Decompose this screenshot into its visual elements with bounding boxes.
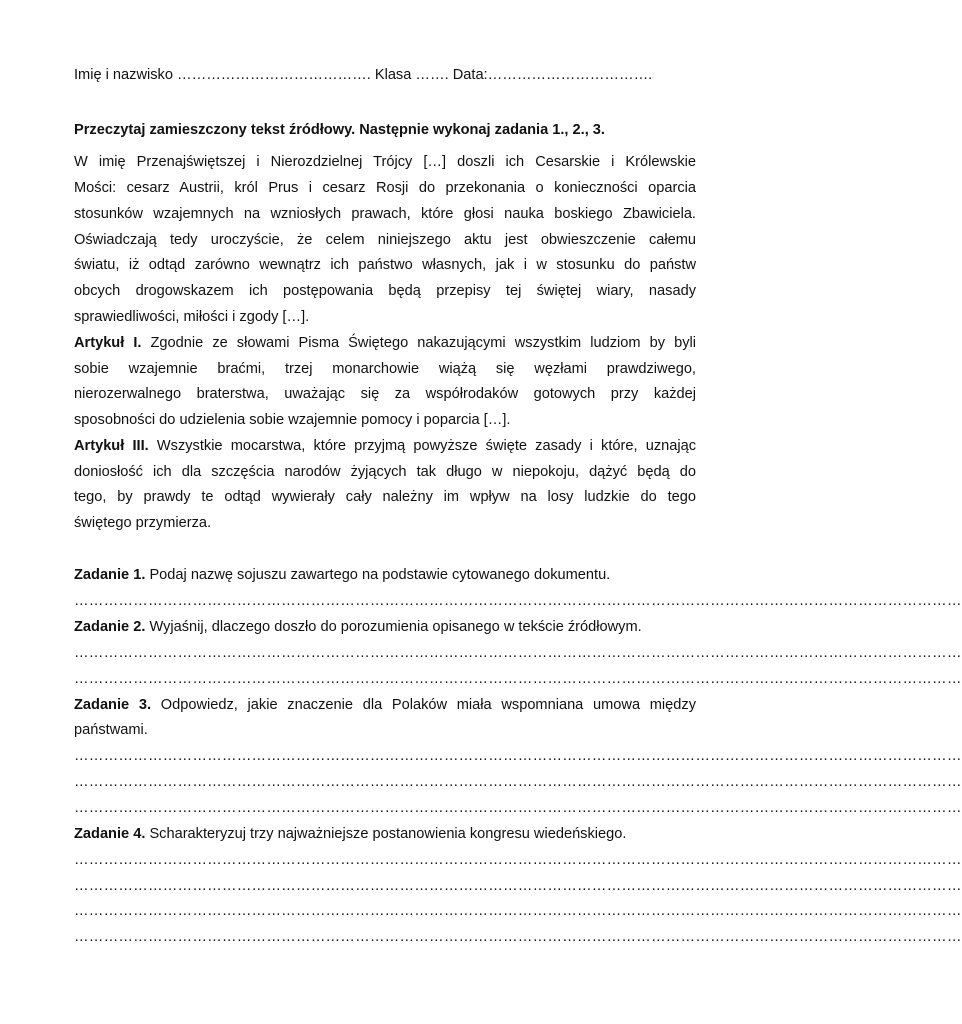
- task-2: [74, 614, 696, 640]
- article-1-line: nierozerwalnego braterstwa, uważając się za współrodaków gotowych przy każdej: [74, 386, 696, 402]
- name-label: Imię i nazwisko: [74, 67, 173, 83]
- source-line: Mości: cesarz Austrii, król Prus i cesarz Rosji do przekonania o konieczności oparcia: [74, 180, 696, 196]
- article-3-line: świętego przymierza.: [74, 515, 212, 531]
- answer-line-task-3[interactable]: ………………………………………………………………………………………………………………………………………………………………: [74, 774, 962, 790]
- instruction-heading: Przeczytaj zamieszczony tekst źródłowy. Następnie wykonaj zadania 1., 2., 3.: [74, 122, 605, 138]
- class-label: . Klasa: [366, 67, 412, 83]
- source-line: W imię Przenajświętszej i Nierozdzielnej Trójcy […] doszli ich Cesarskie i Królewskie: [74, 154, 696, 170]
- answer-line-task-1[interactable]: ………………………………………………………………………………………………………………………………………………………………: [74, 593, 962, 609]
- source-line: Oświadczają tedy uroczyście, że celem niniejszego aktu jest obwieszczenie całemu: [74, 232, 696, 248]
- source-line: stosunków wzajemnych na wzniosłych prawach, które głosi nauka boskiego Zbawiciela.: [74, 206, 696, 222]
- task-4-text: Scharakteryzuj trzy najważniejsze postanowienia kongresu wiedeńskiego.: [149, 826, 627, 842]
- answer-line-task-3[interactable]: ………………………………………………………………………………………………………………………………………………………………: [74, 800, 962, 816]
- task-3: [74, 692, 696, 718]
- student-header: [74, 62, 696, 88]
- article-1-text: Zgodnie ze słowami Pisma Świętego nakazującymi wszystkim ludziom by byli: [150, 335, 696, 351]
- task-3-text-cont: państwami.: [74, 722, 148, 738]
- task-2-text: Wyjaśnij, dlaczego doszło do porozumienia opisanego w tekście źródłowym.: [149, 619, 642, 635]
- article-3-line: tego, by prawdy te odtąd wywierały cały należny im wpływ na losy ludzkie do tego: [74, 489, 696, 505]
- task-1-text: Podaj nazwę sojuszu zawartego na podstawie cytowanego dokumentu.: [149, 567, 611, 583]
- task-4-label: Zadanie 4.: [74, 826, 146, 842]
- article-3-label: Artykuł III.: [74, 438, 149, 454]
- task-2-label: Zadanie 2.: [74, 619, 146, 635]
- task-4: [74, 821, 696, 847]
- article-3-line: doniosłość ich dla szczęścia narodów żyjących tak długo w niepokoju, dążyć będą do: [74, 464, 696, 480]
- answer-line-task-2[interactable]: ………………………………………………………………………………………………………………………………………………………………: [74, 671, 962, 687]
- date-label: Data:: [452, 67, 488, 83]
- answer-line-task-4[interactable]: ………………………………………………………………………………………………………………………………………………………………: [74, 929, 962, 945]
- task-3-text: Odpowiedz, jakie znaczenie dla Polaków miała wspomniana umowa między: [160, 697, 696, 713]
- answer-line-task-3[interactable]: ………………………………………………………………………………………………………………………………………………………………: [74, 748, 962, 764]
- source-line: sprawiedliwości, miłości i zgody […].: [74, 309, 310, 325]
- article-1-line: [74, 330, 696, 356]
- task-3-label: Zadanie 3.: [74, 697, 152, 713]
- answer-line-task-4[interactable]: ………………………………………………………………………………………………………………………………………………………………: [74, 903, 962, 919]
- task-1: [74, 562, 696, 588]
- article-3-text: Wszystkie mocarstwa, które przyjmą powyższe święte zasady i które, uznając: [156, 438, 696, 454]
- article-1-line: sobie wzajemnie braćmi, trzej monarchowie wiążą się węzłami prawdziwego,: [74, 361, 696, 377]
- answer-line-task-2[interactable]: ………………………………………………………………………………………………………………………………………………………………: [74, 645, 962, 661]
- article-3-line: [74, 433, 696, 459]
- date-field[interactable]: …………………………….: [487, 67, 653, 83]
- task-1-label: Zadanie 1.: [74, 567, 146, 583]
- answer-line-task-4[interactable]: ………………………………………………………………………………………………………………………………………………………………: [74, 852, 962, 868]
- article-1-line: sposobności do udzielenia sobie wzajemnie pomocy i poparcia […].: [74, 412, 511, 428]
- answer-line-task-4[interactable]: ………………………………………………………………………………………………………………………………………………………………: [74, 878, 962, 894]
- class-field[interactable]: …….: [415, 67, 449, 83]
- name-field[interactable]: …………………………………: [177, 67, 367, 83]
- article-1-label: Artykuł I.: [74, 335, 142, 351]
- source-line: światu, iż odtąd zarówno wewnątrz ich państwo własnych, jak i w stosunku do państw: [74, 257, 696, 273]
- source-line: obcych drogowskazem ich postępowania będą przepisy tej świętej wiary, nasady: [74, 283, 696, 299]
